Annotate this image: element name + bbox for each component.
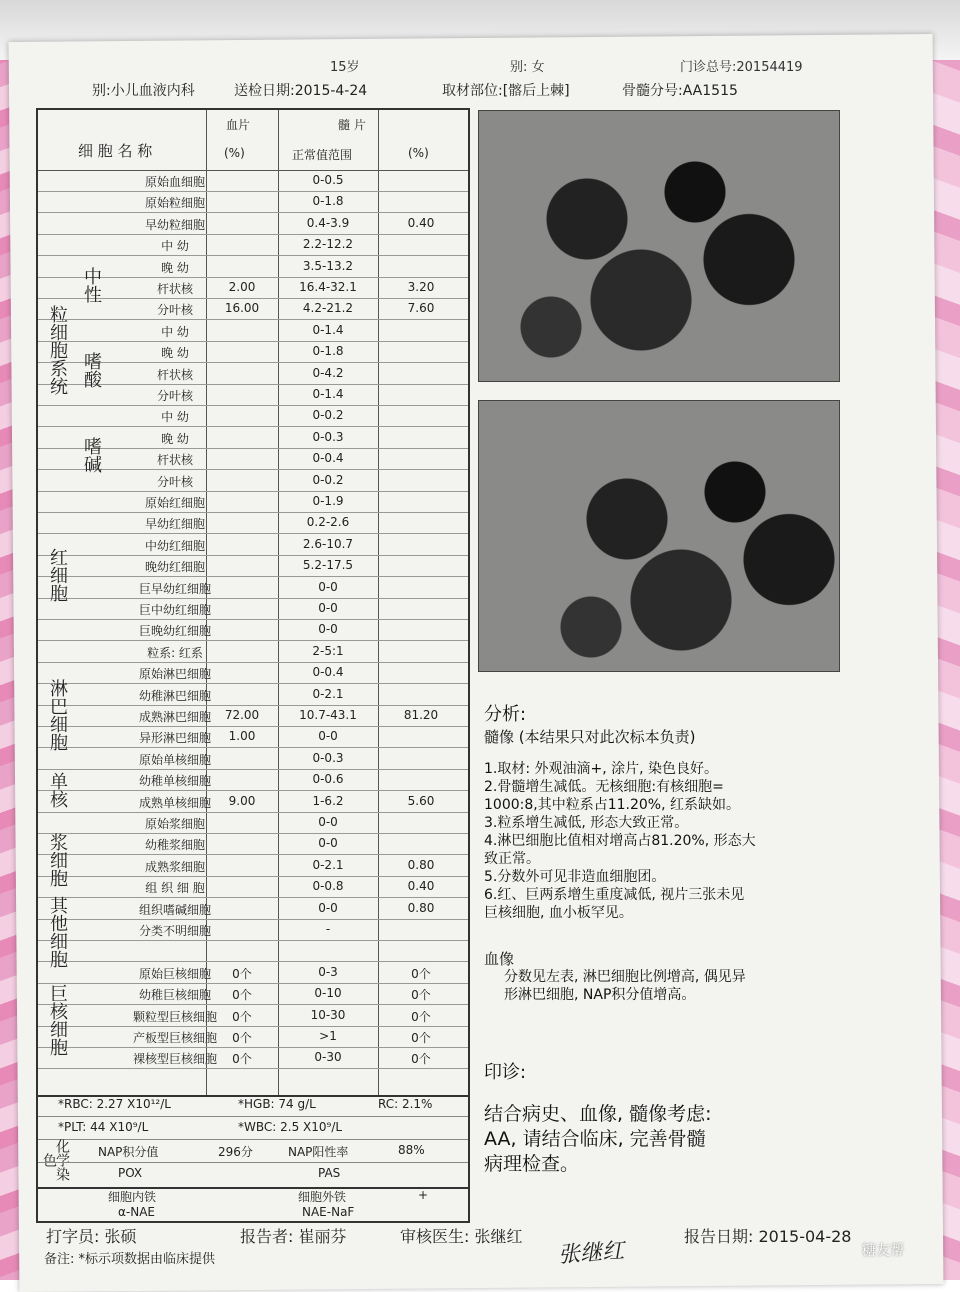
cell-pct: 5.60: [407, 793, 435, 808]
table-row: [38, 748, 468, 770]
table-header: [38, 110, 468, 171]
lab-extra: [36, 1187, 470, 1223]
cell-name: 异形淋巴细胞: [138, 731, 211, 746]
blood-line: 形淋巴细胞, NAP积分值增高。: [504, 987, 696, 1003]
table-row: [38, 919, 468, 941]
cell-name: 分叶核: [156, 474, 193, 489]
cell-range: 0-30: [314, 1050, 342, 1065]
table-row: [38, 940, 468, 962]
cell-range: 0-0: [318, 836, 338, 851]
table-row: [38, 277, 468, 299]
table-row: [38, 384, 468, 406]
cell-range: 0-0: [318, 729, 338, 744]
impression-line: 结合病史、血像, 髓像考虑:: [484, 1103, 712, 1125]
cell-range: 0-0.6: [312, 772, 344, 787]
blood-title: 血像: [484, 950, 515, 968]
nap-pos-value: 88%: [398, 1143, 425, 1157]
analysis-items: [484, 760, 884, 922]
table-row: [38, 641, 468, 663]
cell-range: 1-6.2: [312, 793, 344, 808]
lab-row: [38, 1116, 468, 1140]
table-row: [38, 833, 468, 855]
cell-range: 0-2.1: [312, 686, 344, 701]
cell-range: 0-0.3: [312, 429, 344, 444]
cell-range: 0-1.4: [312, 387, 344, 401]
group-baso: 嗜碱: [81, 437, 102, 473]
analysis-item: 6.红、巨两系增生重度减低, 视片三张未见: [484, 887, 745, 903]
chem-stain-label: 化学染色: [41, 1139, 70, 1181]
table-row: [38, 427, 468, 449]
cell-range: 0-0.4: [312, 451, 344, 466]
cell-name: 成熟浆细胞: [144, 859, 205, 874]
cell-name: 早幼粒细胞: [144, 217, 205, 232]
table-row: [38, 191, 468, 213]
cell-pct: 0.40: [407, 879, 435, 894]
rc-value: RC: 2.1%: [378, 1097, 433, 1111]
table-row: [38, 512, 468, 534]
table-row: [38, 491, 468, 513]
analysis-item: 4.淋巴细胞比值相对增高占81.20%, 形态大: [484, 833, 756, 849]
analysis-item: 3.粒系增生减低, 形态大致正常。: [484, 815, 689, 831]
cell-range: 10-30: [310, 1007, 346, 1022]
cell-pct: 3.20: [407, 280, 435, 294]
impression-line: 病理检查。: [484, 1153, 580, 1175]
analysis-title: 分析:: [484, 704, 527, 725]
typist: 打字员: 张硕: [46, 1227, 137, 1246]
table-row: [38, 470, 468, 492]
table-row: [38, 662, 468, 684]
cell-blood: 1.00: [228, 729, 256, 744]
cell-range: 0-0.3: [312, 750, 344, 765]
cell-range: 4.2-21.2: [302, 301, 354, 316]
cell-range: 0-1.9: [312, 494, 344, 508]
table-row: [38, 534, 468, 556]
reporter: 报告者: 崔丽芬: [240, 1227, 347, 1246]
cell-name: 幼稚淋巴细胞: [138, 688, 211, 703]
cell-blood: 72.00: [224, 708, 260, 722]
department: 别:小儿血液内科: [92, 83, 195, 99]
cell-pct: 81.20: [403, 708, 439, 722]
cell-range: 5.2-17.5: [302, 558, 354, 573]
cell-range: 0-2.1: [312, 857, 344, 872]
cell-name: 原始红细胞: [144, 496, 205, 510]
analysis-item: 5.分数外可见非造血细胞团。: [484, 869, 666, 885]
cell-range: -: [325, 922, 331, 936]
serial-number: 门诊总号:20154419: [680, 60, 803, 75]
cell-name: 成熟淋巴细胞: [138, 710, 211, 724]
table-row: [38, 170, 468, 192]
table-row: [38, 298, 468, 320]
cell-name: 原始巨核细胞: [138, 966, 211, 981]
group-granulocyte: 粒细胞系统: [47, 305, 68, 395]
table-row: [38, 898, 468, 920]
cell-pct: 0.40: [407, 215, 435, 230]
table-row: [38, 962, 468, 984]
nap-pos-label: NAP阳性率: [288, 1145, 349, 1159]
blood-line: 分数见左表, 淋巴细胞比例增高, 偶见异: [504, 969, 746, 985]
cell-blood: 0个: [232, 988, 252, 1003]
cell-range: >1: [319, 1029, 337, 1043]
cell-range: 0-0.4: [312, 665, 344, 680]
cell-name: 中 幼: [161, 239, 189, 254]
cell-name: 裸核型巨核细胞: [132, 1052, 217, 1067]
table-row: [38, 405, 468, 427]
table-row: [38, 213, 468, 235]
cell-name: 分叶核: [156, 303, 193, 318]
table-row: [38, 363, 468, 385]
blood-lines: [484, 968, 884, 1004]
impression-lines: [484, 1102, 884, 1177]
table-row: [38, 1047, 468, 1069]
header-marrow: 髓 片: [338, 118, 366, 132]
cell-range: 0.2-2.6: [306, 515, 350, 530]
cell-range: 0-0.5: [312, 173, 344, 187]
iron-in-label: 细胞内铁: [108, 1190, 157, 1204]
group-mega: 巨核细胞: [47, 984, 68, 1056]
cell-range: 0-0: [318, 815, 338, 829]
cell-name: 原始血细胞: [144, 175, 205, 189]
nae-label: α-NAE: [118, 1205, 156, 1219]
cell-name: 幼稚浆细胞: [144, 838, 205, 853]
cell-name: 中 幼: [161, 410, 189, 425]
cell-name: 巨晚幼红细胞: [138, 624, 211, 639]
analysis-section: [484, 706, 884, 1177]
report-date: 报告日期: 2015-04-28: [684, 1227, 852, 1246]
table-row: [38, 341, 468, 363]
analysis-item: 巨核细胞, 血小板罕见。: [484, 905, 633, 921]
cell-pct: 0.80: [407, 857, 435, 872]
cell-blood: 2.00: [228, 280, 256, 294]
cell-range: 0-10: [314, 986, 342, 1001]
analysis-item: 致正常。: [484, 851, 540, 867]
cell-name: 原始粒细胞: [144, 196, 205, 211]
table-row: [38, 684, 468, 706]
patient-age: 15岁: [330, 60, 360, 75]
header-blood: 血片: [226, 118, 251, 132]
pox-label: POX: [118, 1166, 143, 1180]
cell-name: 产板型巨核细胞: [132, 1031, 217, 1045]
cell-range: 0-1.8: [312, 194, 344, 209]
group-neutral: 中性: [81, 267, 102, 303]
analysis-item: 1.取材: 外观油滴+, 涂片, 染色良好。: [484, 761, 719, 777]
submit-date: 送检日期:2015-4-24: [234, 83, 368, 99]
table-row: [38, 619, 468, 641]
cell-pct: 0个: [411, 1031, 431, 1045]
cell-range: 3.5-13.2: [302, 258, 354, 273]
rbc-value: *RBC: 2.27 X10¹²/L: [58, 1097, 171, 1111]
cell-name: 幼稚巨核细胞: [138, 988, 211, 1003]
cell-pct: 0个: [411, 1009, 431, 1024]
cell-range: 0.4-3.9: [306, 215, 350, 230]
patient-sex: 别: 女: [510, 60, 545, 75]
marrow-photo-1: [478, 110, 840, 382]
table-row: [38, 598, 468, 620]
table-row: [38, 769, 468, 791]
impression-line: AA, 请结合临床, 完善骨髓: [484, 1128, 706, 1150]
cell-name: 原始淋巴细胞: [138, 667, 211, 682]
cell-name: 晚幼红细胞: [144, 560, 205, 575]
cell-name: 颗粒型巨核细胞: [132, 1009, 217, 1024]
header-line-2: [34, 78, 914, 106]
cell-range: 0-4.2: [312, 365, 344, 380]
cell-blood: 9.00: [228, 793, 256, 808]
group-plasma: 浆细胞: [47, 833, 68, 887]
cell-name: 粒系: 红系: [147, 645, 203, 660]
cell-range: 0-3: [318, 964, 338, 979]
plt-value: *PLT: 44 X10⁹/L: [58, 1120, 149, 1134]
header-line-1: [40, 52, 900, 76]
cell-name: 组织嗜碱细胞: [138, 902, 211, 917]
cell-range: 0-1.4: [312, 322, 344, 337]
group-lympho: 淋巴细胞: [47, 679, 68, 751]
table-row: [38, 726, 468, 748]
cell-blood: 0个: [232, 966, 252, 981]
hgb-value: *HGB: 74 g/L: [238, 1097, 316, 1111]
wbc-value: *WBC: 2.5 X10⁹/L: [238, 1120, 343, 1134]
cell-blood: 0个: [232, 1052, 252, 1067]
cell-range: 0-0: [318, 622, 338, 637]
header-range: 正常值范围: [292, 148, 353, 162]
cell-name: 巨中幼红细胞: [138, 603, 211, 617]
cell-name: 成熟单核细胞: [138, 795, 211, 810]
cell-name: 中 幼: [161, 324, 189, 339]
group-other: 其他细胞: [47, 896, 68, 968]
cell-name: 巨早幼红细胞: [138, 581, 211, 596]
table-row: [38, 876, 468, 898]
cell-name: 晚 幼: [161, 431, 189, 446]
cell-name: 杆状核: [156, 453, 193, 468]
cell-range: 0-1.8: [312, 344, 344, 359]
cell-pct: 0个: [411, 1052, 431, 1067]
table-row: [38, 983, 468, 1005]
header-name: 细 胞 名 称: [78, 142, 153, 160]
impression-title: 印诊:: [484, 1062, 527, 1083]
group-erythro: 红细胞: [47, 548, 68, 602]
iron-out-value: +: [418, 1188, 429, 1202]
cell-pct: 0.80: [407, 900, 435, 915]
table-row: [38, 1005, 468, 1027]
cell-range: 0-0: [318, 579, 338, 594]
cell-range: 2.6-10.7: [302, 536, 354, 551]
cell-name: 早幼红细胞: [144, 517, 205, 532]
cell-pct: 0个: [411, 966, 431, 981]
nae-naf-label: NAE-NaF: [302, 1205, 355, 1219]
cell-range: 2.2-12.2: [302, 237, 354, 252]
group-mono: 单核: [47, 772, 68, 808]
marrow-title: 髓像 (本结果只对此次标本负责): [484, 728, 696, 746]
cell-name: 晚 幼: [161, 260, 189, 275]
cell-range: 0-0.2: [312, 472, 344, 487]
analysis-item: 1000:8,其中粒系占11.20%, 红系缺如。: [484, 797, 740, 813]
table-row: [38, 555, 468, 577]
sample-site: 取材部位:[髂后上棘]: [442, 83, 570, 99]
reviewer: 审核医生: 张继红: [400, 1227, 523, 1246]
table-row: [38, 1026, 468, 1048]
table-row: [38, 234, 468, 256]
footer: [40, 1222, 920, 1248]
table-row: [38, 320, 468, 342]
table-row: [38, 705, 468, 727]
cell-name: 原始单核细胞: [138, 752, 211, 767]
cell-name: 原始浆细胞: [144, 817, 205, 831]
nap-value: 296分: [218, 1145, 253, 1159]
watermark: 糖友帮: [862, 1243, 904, 1259]
footer-note: 备注: *标示项数据由临床提供: [44, 1252, 216, 1267]
cell-name: 组 织 细 胞: [145, 881, 205, 896]
lab-row: [38, 1093, 468, 1117]
table-row: [38, 855, 468, 877]
table-row: [38, 812, 468, 834]
marrow-number: 骨髓分号:AA1515: [622, 83, 738, 99]
nap-label: NAP积分值: [98, 1145, 159, 1159]
marrow-photo-2: [478, 400, 840, 672]
iron-out-label: 细胞外铁: [298, 1190, 347, 1204]
cell-pct: 7.60: [407, 301, 435, 316]
cell-blood: 16.00: [224, 301, 260, 316]
cell-count-table: [36, 108, 470, 1097]
cell-name: 分叶核: [156, 389, 193, 403]
cell-name: 中幼红细胞: [144, 538, 205, 553]
table-row: [38, 791, 468, 813]
cell-name: 晚 幼: [161, 346, 189, 361]
table-row: [38, 577, 468, 599]
cell-blood: 0个: [232, 1031, 252, 1045]
cell-pct: 0个: [411, 988, 431, 1003]
cell-range: 0-0.8: [312, 879, 344, 894]
cell-name: 分类不明细胞: [138, 924, 211, 938]
header-pct: (%): [408, 146, 429, 160]
lab-values: [36, 1093, 470, 1189]
cell-range: 16.4-32.1: [299, 280, 357, 294]
cell-range: 0-0: [318, 900, 338, 915]
cell-name: 幼稚单核细胞: [138, 774, 211, 789]
group-eos: 嗜酸: [81, 352, 102, 388]
analysis-item: 2.骨髓增生减低。无核细胞:有核细胞=: [484, 779, 724, 795]
cell-name: 杆状核: [156, 282, 193, 296]
pas-label: PAS: [318, 1166, 341, 1180]
cell-blood: 0个: [232, 1009, 252, 1024]
table-row: [38, 448, 468, 470]
cell-range: 10.7-43.1: [299, 708, 357, 722]
cell-range: 2-5:1: [312, 643, 344, 658]
header-blood-unit: (%): [224, 146, 245, 160]
lab-row: [38, 1139, 468, 1163]
cell-range: 0-0: [318, 601, 338, 615]
cell-range: 0-0.2: [312, 408, 344, 423]
signature: 张继红: [557, 1238, 625, 1269]
cell-name: 杆状核: [156, 367, 193, 382]
lab-row: [38, 1162, 468, 1186]
table-row: [38, 256, 468, 278]
